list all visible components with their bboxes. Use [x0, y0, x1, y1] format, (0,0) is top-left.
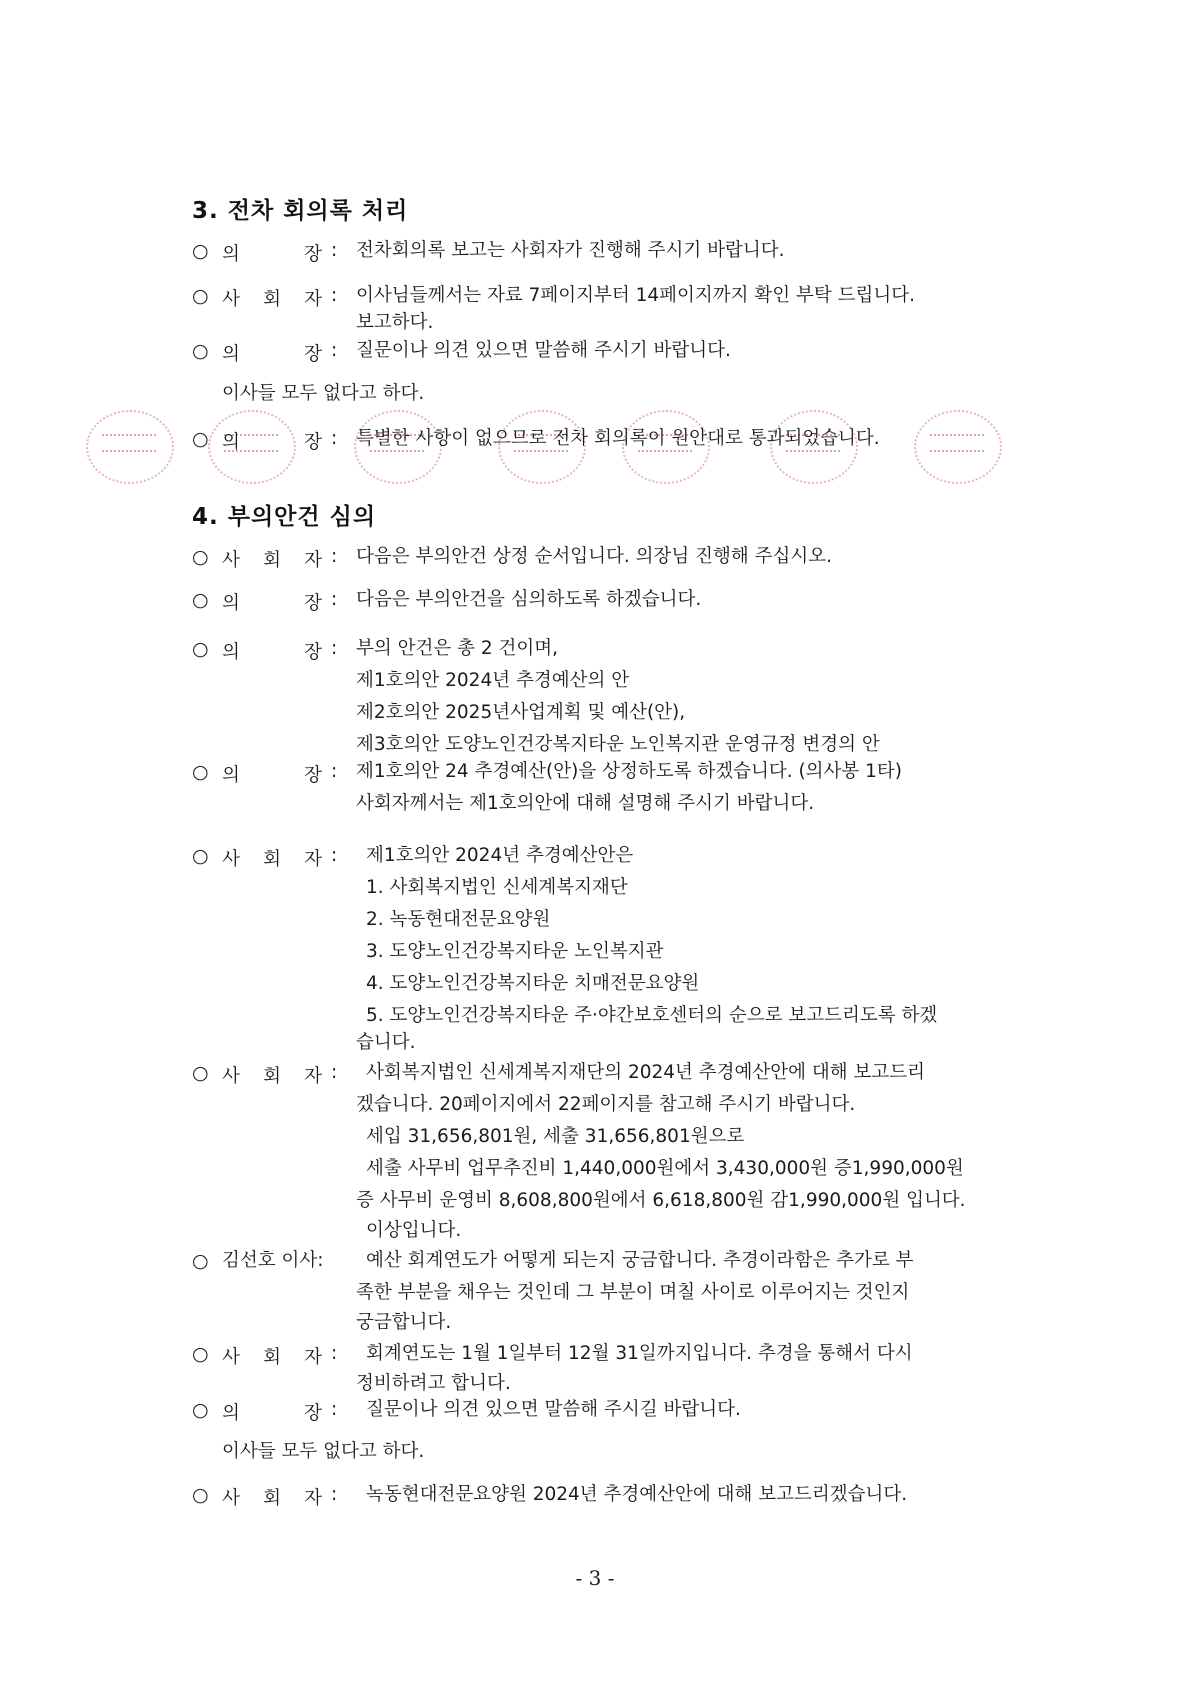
statement-text: 질문이나 의견 있으면 말씀해 주시기 바랍니다.: [356, 340, 731, 361]
speaker-mc: 사 회 자: [222, 1488, 322, 1509]
bullet-icon: ○: [192, 285, 209, 307]
colon: :: [331, 638, 338, 659]
statement-text: 다음은 부의안건을 심의하도록 하겠습니다.: [356, 589, 702, 610]
agenda-item: 제3호의안 도양노인건강복지타운 노인복지관 운영규정 변경의 안: [356, 734, 880, 755]
speaker-chair: 의 장: [222, 1403, 322, 1424]
bullet-icon: ○: [192, 340, 209, 362]
statement-text: 보고하다.: [356, 312, 434, 333]
statement-text: 세출 사무비 업무추진비 1,440,000원에서 3,430,000원 증1,990,000원: [366, 1158, 964, 1179]
colon: :: [331, 761, 338, 782]
list-item: 5. 도양노인건강복지타운 주·야간보호센터의 순으로 보고드리도록 하겠: [366, 1005, 938, 1026]
page-number: - 3 -: [575, 1566, 615, 1590]
colon: :: [331, 240, 338, 261]
statement-text: 질문이나 의견 있으면 말씀해 주시길 바랍니다.: [366, 1399, 741, 1420]
speaker-chair: 의 장: [222, 765, 322, 786]
colon: :: [331, 589, 338, 610]
colon: :: [331, 285, 338, 306]
statement-text: 회계연도는 1월 1일부터 12월 31일까지입니다. 추경을 통해서 다시: [366, 1343, 913, 1364]
speaker-chair: 의 장: [222, 593, 322, 614]
list-item: 4. 도양노인건강복지타운 치매전문요양원: [366, 973, 700, 994]
speaker-mc: 사 회 자: [222, 849, 322, 870]
list-item: 3. 도양노인건강복지타운 노인복지관: [366, 941, 664, 962]
colon: :: [331, 340, 338, 361]
statement-text: 세입 31,656,801원, 세출 31,656,801원으로: [366, 1126, 745, 1147]
bullet-icon: ○: [192, 428, 209, 450]
bullet-icon: ○: [192, 638, 209, 660]
bullet-icon: ○: [192, 1399, 209, 1421]
statement-text: 부의 안건은 총 2 건이며,: [356, 638, 559, 659]
bullet-icon: ○: [192, 546, 209, 568]
agenda-item: 제1호의안 2024년 추경예산의 안: [356, 670, 630, 691]
bullet-icon: ○: [192, 240, 209, 262]
statement-text: 사회자께서는 제1호의안에 대해 설명해 주시기 바랍니다.: [356, 793, 815, 814]
colon: :: [331, 845, 338, 866]
list-item: 2. 녹동현대전문요양원: [366, 909, 551, 930]
statement-text: 겠습니다. 20페이지에서 22페이지를 참고해 주시기 바랍니다.: [356, 1094, 856, 1115]
colon: :: [331, 1484, 338, 1505]
statement-text: 족한 부분을 채우는 것인데 그 부분이 며칠 사이로 이루어지는 것인지: [356, 1282, 910, 1303]
speaker-chair: 의 장: [222, 642, 322, 663]
colon: :: [331, 1062, 338, 1083]
note-text: 이사들 모두 없다고 하다.: [222, 383, 425, 404]
colon: :: [331, 546, 338, 567]
statement-text: 다음은 부의안건 상정 순서입니다. 의장님 진행해 주십시오.: [356, 546, 832, 567]
statement-text: 예산 회계연도가 어떻게 되는지 궁금합니다. 추경이라함은 추가로 부: [366, 1250, 914, 1271]
statement-text: 궁금합니다.: [356, 1312, 452, 1333]
list-item: 1. 사회복지법인 신세계복지재단: [366, 877, 628, 898]
bullet-icon: ○: [192, 1484, 209, 1506]
bullet-icon: ○: [192, 761, 209, 783]
speaker-chair: 의 장: [222, 432, 322, 453]
speaker-chair: 의 장: [222, 344, 322, 365]
bullet-icon: ○: [192, 1062, 209, 1084]
speaker-kim: 김선호 이사:: [222, 1250, 324, 1271]
statement-text: 사회복지법인 신세계복지재단의 2024년 추경예산안에 대해 보고드리: [366, 1062, 926, 1083]
bullet-icon: ○: [192, 589, 209, 611]
statement-text: 이사님들께서는 자료 7페이지부터 14페이지까지 확인 부탁 드립니다.: [356, 285, 915, 306]
speaker-mc: 사 회 자: [222, 1066, 322, 1087]
note-text: 이사들 모두 없다고 하다.: [222, 1441, 425, 1462]
colon: :: [331, 428, 338, 449]
statement-text: 정비하려고 합니다.: [356, 1373, 511, 1394]
speaker-mc: 사 회 자: [222, 550, 322, 571]
speaker-mc: 사 회 자: [222, 1347, 322, 1368]
statement-text: 특별한 사항이 없으므로 전차 회의록이 원안대로 통과되었습니다.: [356, 428, 880, 449]
colon: :: [331, 1343, 338, 1364]
bullet-icon: ○: [192, 845, 209, 867]
speaker-mc: 사 회 자: [222, 289, 322, 310]
statement-text: 제1호의안 2024년 추경예산안은: [366, 845, 634, 866]
section-4-title: 4. 부의안건 심의: [192, 504, 377, 530]
bullet-icon: ○: [192, 1343, 209, 1365]
speaker-chair: 의 장: [222, 244, 322, 265]
statement-text: 녹동현대전문요양원 2024년 추경예산안에 대해 보고드리겠습니다.: [366, 1484, 908, 1505]
statement-text: 제1호의안 24 추경예산(안)을 상정하도록 하겠습니다. (의사봉 1타): [356, 761, 903, 782]
section-3-title: 3. 전차 회의록 처리: [192, 198, 409, 224]
list-item-continuation: 습니다.: [356, 1032, 416, 1053]
seal-stamp: [86, 410, 174, 484]
bullet-icon: ○: [192, 1250, 209, 1272]
colon: :: [331, 1399, 338, 1420]
statement-text: 이상입니다.: [366, 1220, 462, 1241]
agenda-item: 제2호의안 2025년사업계획 및 예산(안),: [356, 702, 686, 723]
seal-stamp: [914, 410, 1002, 484]
statement-text: 전차회의록 보고는 사회자가 진행해 주시기 바랍니다.: [356, 240, 785, 261]
statement-text: 증 사무비 운영비 8,608,800원에서 6,618,800원 감1,990,000원 입니다.: [356, 1190, 966, 1211]
